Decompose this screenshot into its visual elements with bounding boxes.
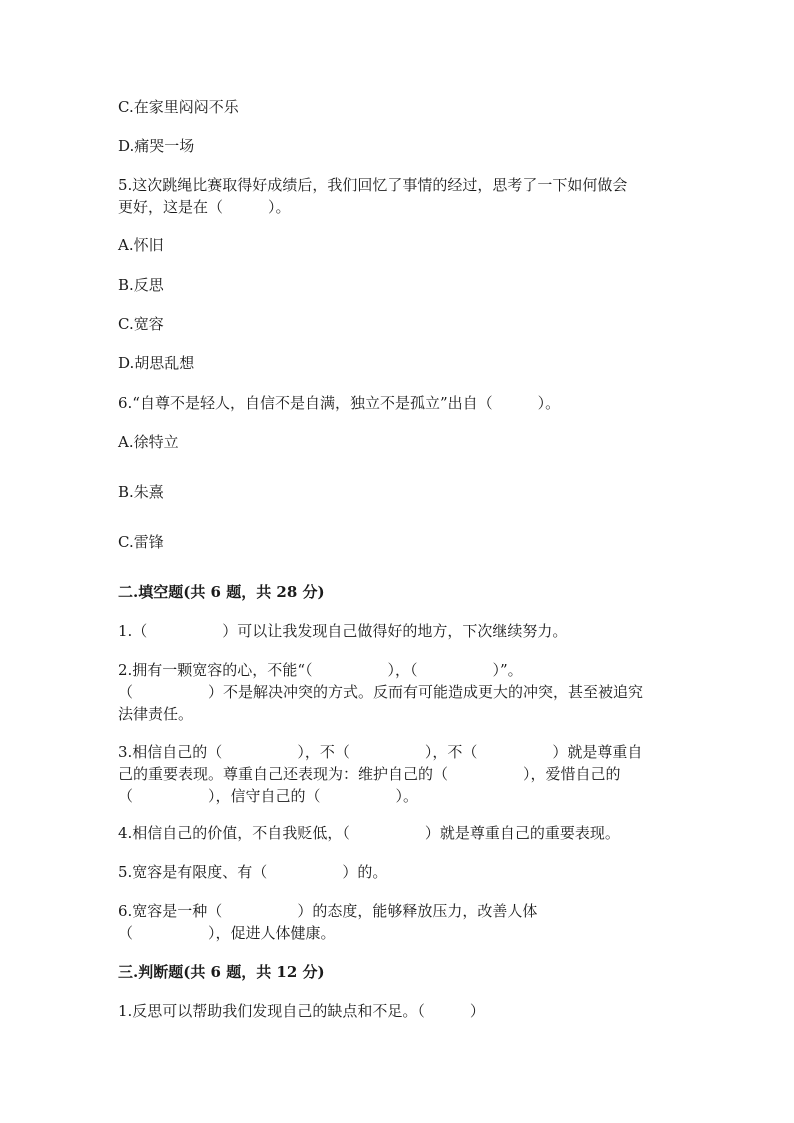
fill-question-3-line-3: （ ），信守自己的（ ）。 [118, 787, 419, 805]
judge-question-1: 1.反思可以帮助我们发现自己的缺点和不足。（ ） [118, 1002, 485, 1020]
question-5-line-2: 更好，这是在（ ）。 [118, 198, 291, 216]
question-5-line-1: 5.这次跳绳比赛取得好成绩后，我们回忆了事情的经过，思考了一下如何做会 [118, 176, 628, 194]
option-c-sad: C.在家里闷闷不乐 [118, 98, 239, 116]
fill-question-6-line-1: 6.宽容是一种（ ）的态度，能够释放压力，改善人体 [118, 902, 538, 920]
option-a: A.怀旧 [118, 236, 164, 254]
section-heading-fill-in: 二.填空题(共 6 题，共 28 分) [118, 583, 325, 601]
section-heading-true-false: 三.判断题(共 6 题，共 12 分) [118, 963, 325, 981]
fill-question-4: 4.相信自己的价值，不自我贬低，（ ）就是尊重自己的重要表现。 [118, 824, 620, 842]
option-c: C.雷锋 [118, 533, 164, 551]
fill-question-2-line-3: 法律责任。 [118, 705, 194, 723]
option-b: B.朱熹 [118, 483, 164, 501]
option-b: B.反思 [118, 276, 164, 294]
fill-question-3-line-2: 己的重要表现。尊重自己还表现为：维护自己的（ ），爱惜自己的 [118, 765, 621, 783]
question-6: 6.“自尊不是轻人，自信不是自满，独立不是孤立”出自（ ）。 [118, 394, 561, 412]
option-c: C.宽容 [118, 315, 164, 333]
fill-question-2-line-2: （ ）不是解决冲突的方式。反而有可能造成更大的冲突，甚至被追究 [118, 683, 644, 701]
fill-question-1: 1.（ ）可以让我发现自己做得好的地方，下次继续努力。 [118, 622, 568, 640]
fill-question-6-line-2: （ ），促进人体健康。 [118, 924, 336, 942]
option-a: A.徐特立 [118, 433, 179, 451]
option-d: D.胡思乱想 [118, 354, 195, 372]
fill-question-2-line-1: 2.拥有一颗宽容的心，不能“（ ），（ ）”。 [118, 661, 523, 679]
fill-question-3-line-1: 3.相信自己的（ ），不（ ），不（ ）就是尊重自 [118, 743, 643, 761]
fill-question-5: 5.宽容是有限度、有（ ）的。 [118, 863, 388, 881]
option-d-cry: D.痛哭一场 [118, 137, 195, 155]
